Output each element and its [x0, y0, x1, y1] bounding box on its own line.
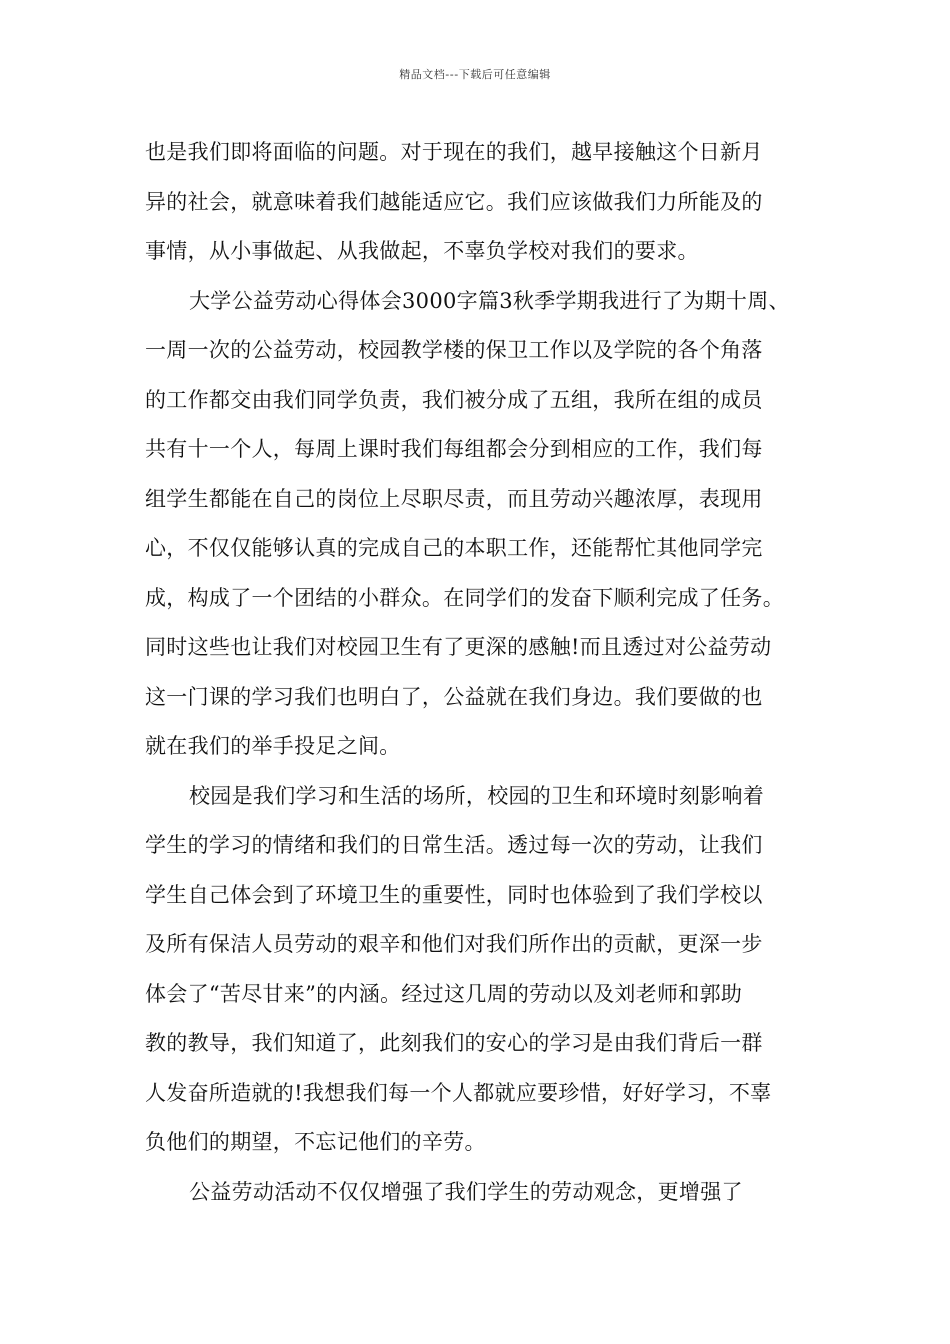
text-line: 同时这些也让我们对校园卫生有了更深的感触!而且透过对公益劳动	[145, 635, 772, 659]
text-line: 就在我们的举手投足之间。	[145, 734, 401, 758]
text-line: 成，构成了一个团结的小群众。在同学们的发奋下顺利完成了任务。	[145, 585, 784, 610]
text-line: 异的社会，就意味着我们越能适应它。我们应该做我们力所能及的	[145, 189, 763, 214]
text-line: 一周一次的公益劳动，校园教学楼的保卫工作以及学院的各个角落	[145, 338, 763, 362]
text-line: 也是我们即将面临的问题。对于现在的我们，越早接触这个日新月	[145, 140, 763, 164]
text-line: 的工作都交由我们同学负责，我们被分成了五组，我所在组的成员	[145, 387, 763, 412]
text-line: 及所有保洁人员劳动的艰辛和他们对我们所作出的贡献，更深一步	[145, 932, 763, 956]
text-line: 大学公益劳动心得体会3000字篇3秋季学期我进行了为期十周、	[189, 288, 790, 313]
page-header: 精品文档---下载后可任意编辑	[399, 68, 551, 81]
text-line: 事情，从小事做起、从我做起，不辜负学校对我们的要求。	[145, 239, 699, 263]
text-line: 公益劳动活动不仅仅增强了我们学生的劳动观念，更增强了	[189, 1179, 743, 1204]
text-line: 共有十一个人，每周上课时我们每组都会分到相应的工作，我们每	[145, 437, 763, 461]
text-line: 教的教导，我们知道了，此刻我们的安心的学习是由我们背后一群	[145, 1031, 763, 1055]
text-line: 学生的学习的情绪和我们的日常生活。透过每一次的劳动，让我们	[145, 833, 763, 857]
text-line: 负他们的期望，不忘记他们的辛劳。	[145, 1130, 486, 1154]
text-line: 人发奋所造就的!我想我们每一个人都就应要珍惜，好好学习，不辜	[145, 1080, 772, 1105]
text-line: 组学生都能在自己的岗位上尽职尽责，而且劳动兴趣浓厚，表现用	[145, 486, 763, 511]
document-body	[145, 128, 817, 1217]
text-line: 学生自己体会到了环境卫生的重要性，同时也体验到了我们学校以	[145, 882, 763, 907]
text-line: 校园是我们学习和生活的场所，校园的卫生和环境时刻影响着	[189, 783, 765, 808]
text-line: 体会了“苦尽甘来”的内涵。经过这几周的劳动以及刘老师和郭助	[145, 981, 743, 1006]
text-line: 这一门课的学习我们也明白了，公益就在我们身边。我们要做的也	[145, 684, 763, 709]
text-line: 心，不仅仅能够认真的完成自己的本职工作，还能帮忙其他同学完	[145, 536, 763, 560]
